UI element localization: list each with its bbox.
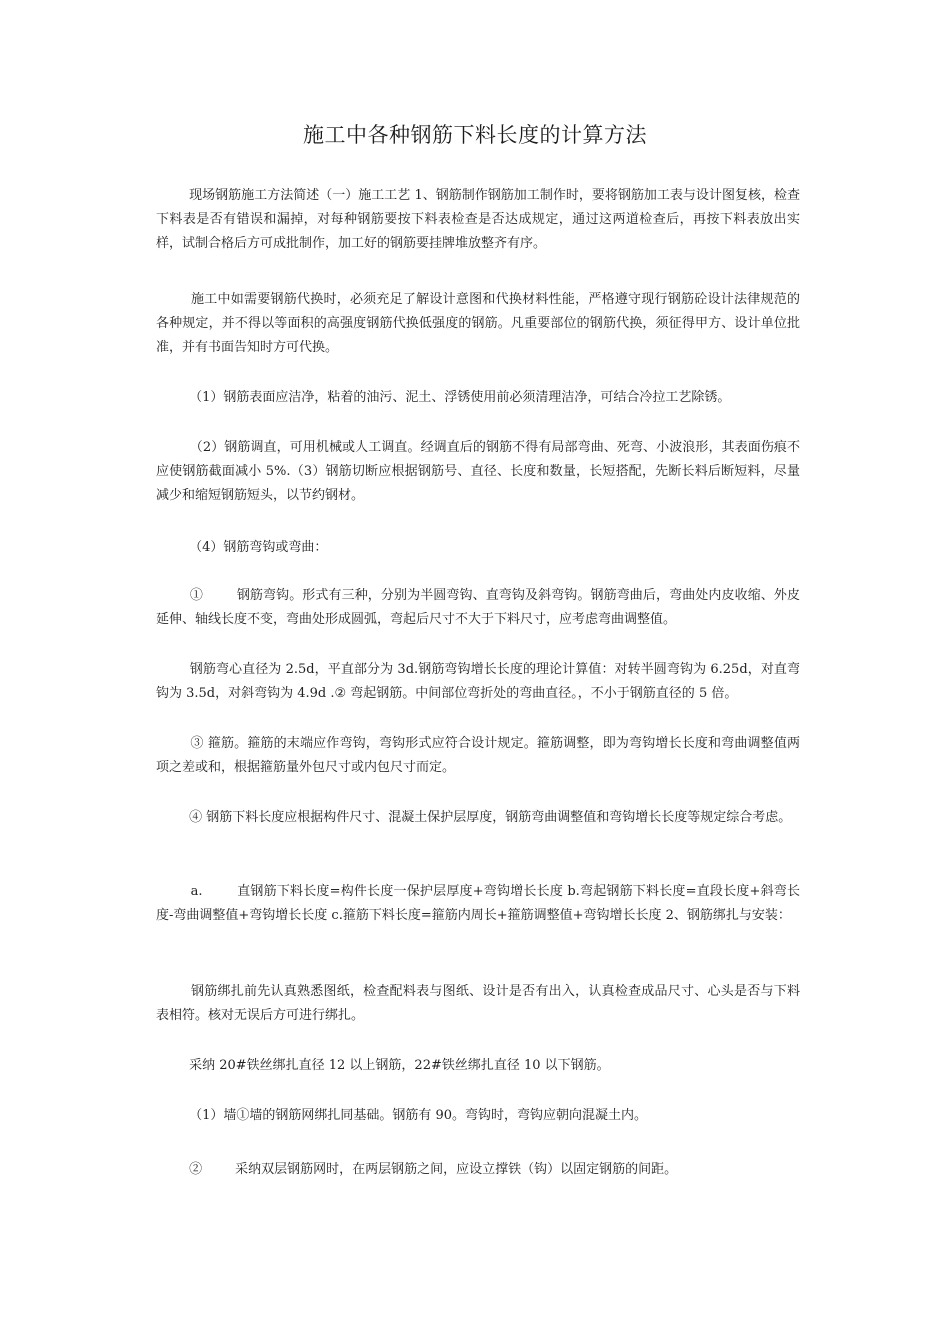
document-title: 施工中各种钢筋下料长度的计算方法 — [303, 123, 647, 147]
paragraph-tying-preparation: 钢筋绑扎前先认真熟悉图纸，检查配料表与图纸、设计是否有出入，认真检查成品尺寸、心头是否与下料表相符。核对无误后方可进行绑扎。 — [156, 984, 800, 1023]
paragraph-process-overview: 现场钢筋施工方法简述（一）施工工艺 1、钢筋制作钢筋加工制作时，要将钢筋加工表与设计图复核，检查下料表是否有错误和漏掉，对每种钢筋要按下料表检查是否达成规定，通过这两道检查后，再按下料表放出实样，试制合格后方可成批制作，加工好的钢筋要挂牌堆放整齐有序。 — [156, 188, 800, 251]
paragraph-hook-types: ① 钢筋弯钩。形式有三种，分别为半圆弯钩、直弯钩及斜弯钩。钢筋弯曲后，弯曲处内皮收缩、外皮延伸、轴线长度不变，弯曲处形成圆弧，弯起后尺寸不大于下料尺寸，应考虑弯曲调整值。 — [156, 588, 800, 627]
paragraph-cutting-length: ④ 钢筋下料长度应根据构件尺寸、混凝土保护层厚度，钢筋弯曲调整值和弯钩增长长度等规定综合考虑。 — [156, 810, 792, 825]
paragraph-surface-cleaning: （1）钢筋表面应洁净，粘着的油污、泥土、浮锈使用前必须清理洁净，可结合冷拉工艺除锈。 — [156, 390, 731, 405]
paragraph-tying-wire: 采纳 20#铁丝绑扎直径 12 以上钢筋，22#铁丝绑扎直径 10 以下钢筋。 — [156, 1058, 610, 1073]
paragraph-rebar-substitution: 施工中如需要钢筋代换时，必须充足了解设计意图和代换材料性能，严格遵守现行钢筋砼设计法律规范的各种规定，并不得以等面积的高强度钢筋代换低强度的钢筋。凡重要部位的钢筋代换，须征得甲方、设计单位批准，并有书面告知时方可代换。 — [156, 292, 800, 355]
paragraph-hook-bending-heading: （4）钢筋弯钩或弯曲： — [156, 540, 328, 555]
paragraph-bend-diameter: 钢筋弯心直径为 2.5d，平直部分为 3d.钢筋弯钩增长长度的理论计算值：对转半圆弯钩为 6.25d，对直弯钩为 3.5d，对斜弯钩为 4.9d .② 弯起钢筋。中间部位弯折处的弯曲直径。，不小于钢筋直径的 5 倍。 — [156, 662, 800, 701]
paragraph-stirrups: ③ 箍筋。箍筋的末端应作弯钩，弯钩形式应符合设计规定。箍筋调整，即为弯钩增长长度和弯曲调整值两项之差或和，根据箍筋量外包尺寸或内包尺寸而定。 — [156, 736, 801, 775]
paragraph-double-layer-mesh: ② 采纳双层钢筋网时，在两层钢筋之间，应设立撑铁（钩）以固定钢筋的间距。 — [156, 1162, 678, 1177]
paragraph-straightening-cutting: （2）钢筋调直，可用机械或人工调直。经调直后的钢筋不得有局部弯曲、死弯、小波浪形，其表面伤痕不应使钢筋截面减小 5%.（3）钢筋切断应根据钢筋号、直径、长度和数量，长短搭配，先断长料后断短料，尽量减少和缩短钢筋短头，以节约钢材。 — [156, 440, 800, 503]
paragraph-length-formulas: a. 直钢筋下料长度=构件长度一保护层厚度+弯钩增长长度 b.弯起钢筋下料长度=直段长度+斜弯长度-弯曲调整值+弯钩增长长度 c.箍筋下料长度=箍筋内周长+箍筋调整值+弯钩增长长度 2、钢筋绑扎与安装： — [156, 884, 800, 923]
paragraph-wall-mesh: （1）墙①墙的钢筋网绑扎同基础。钢筋有 90。弯钩时，弯钩应朝向混凝土内。 — [156, 1108, 648, 1123]
